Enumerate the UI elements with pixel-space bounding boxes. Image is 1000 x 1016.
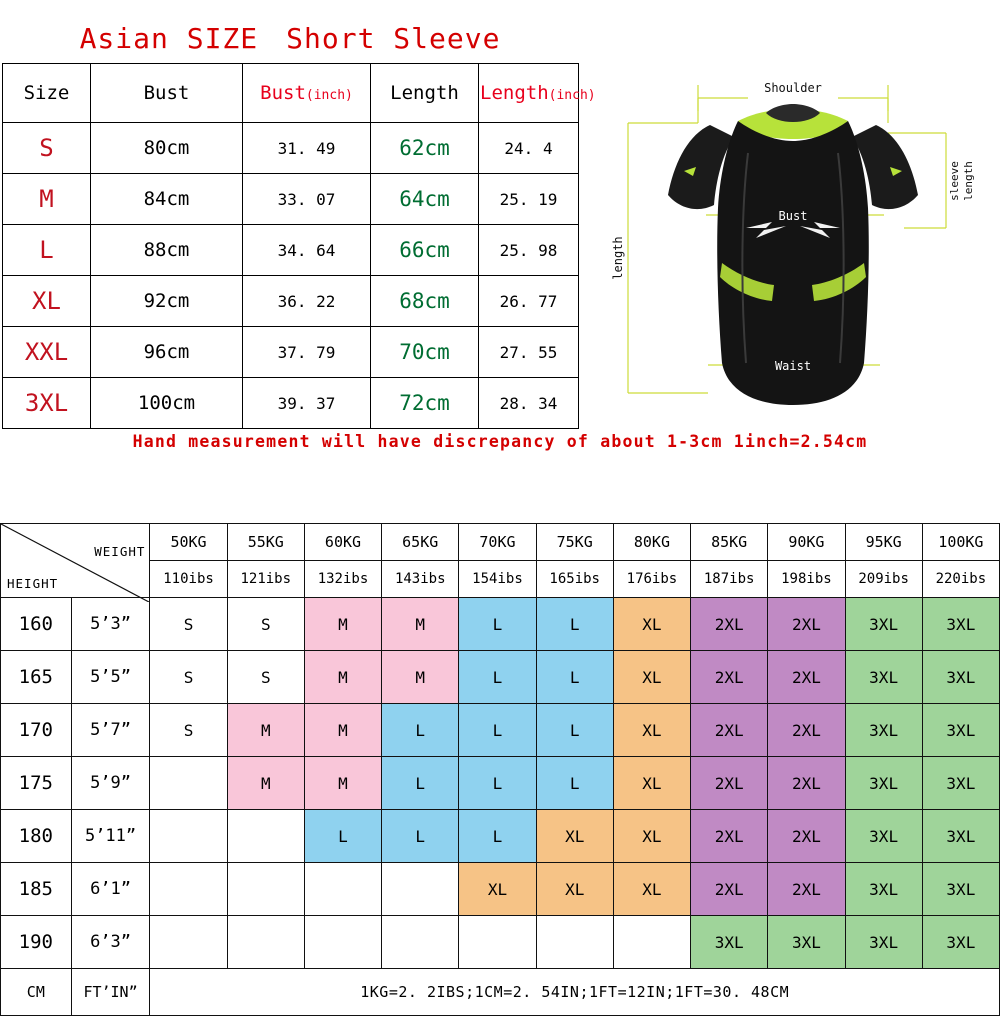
matrix-row — [1, 651, 1000, 704]
size-cell: XL — [613, 598, 690, 651]
size-cell: S — [227, 598, 304, 651]
size-cell: 2XL — [768, 810, 845, 863]
size-cell: M — [382, 598, 459, 651]
height-cm: 185 — [1, 863, 72, 916]
header-bust-inch-unit: (inch) — [305, 88, 353, 103]
size-cell: L — [382, 810, 459, 863]
size-cell: 3XL — [845, 651, 922, 704]
size-cell: L — [459, 651, 536, 704]
header-size: Size — [3, 64, 91, 123]
size-cell — [150, 810, 227, 863]
matrix-row — [1, 598, 1000, 651]
size-cell: 3XL — [922, 651, 999, 704]
height-weight-size-matrix — [0, 523, 1000, 1016]
size-cell — [382, 916, 459, 969]
cell-bust-inch: 31. 49 — [243, 123, 371, 174]
weight-lb-cell: 209ibs — [845, 561, 922, 598]
cell-length-inch: 24. 4 — [479, 123, 579, 174]
size-cell — [382, 863, 459, 916]
size-cell — [613, 916, 690, 969]
size-cell: XL — [613, 651, 690, 704]
header-bust-inch — [243, 64, 371, 123]
size-cell: XL — [536, 863, 613, 916]
cell-length-inch: 25. 98 — [479, 225, 579, 276]
size-cell: 2XL — [691, 757, 768, 810]
height-axis-label: HEIGHT — [7, 576, 59, 591]
title-asian-size: Asian SIZE — [79, 22, 259, 55]
table-row — [3, 225, 579, 276]
size-cell: 2XL — [691, 651, 768, 704]
header-length-inch-main: Length — [480, 82, 549, 104]
label-length: length — [611, 236, 625, 280]
weight-kg-cell: 95KG — [845, 524, 922, 561]
size-cell: 2XL — [768, 598, 845, 651]
weight-kg-cell: 55KG — [227, 524, 304, 561]
height-ftin: 5’9” — [71, 757, 150, 810]
label-shoulder: Shoulder — [764, 81, 822, 95]
weight-kg-row — [1, 524, 1000, 561]
size-cell — [227, 916, 304, 969]
cell-length-cm: 68cm — [371, 276, 479, 327]
height-ftin: 5’3” — [71, 598, 150, 651]
size-cell: M — [227, 704, 304, 757]
size-cell: L — [459, 810, 536, 863]
header-length-cm: Length — [371, 64, 479, 123]
weight-kg-cell: 70KG — [459, 524, 536, 561]
cell-bust-cm: 100cm — [91, 378, 243, 429]
height-cm: 190 — [1, 916, 72, 969]
matrix-row — [1, 916, 1000, 969]
label-sleeve: sleeve — [948, 161, 961, 201]
size-cell: 2XL — [691, 810, 768, 863]
size-cell — [150, 916, 227, 969]
asian-size-table — [2, 63, 596, 429]
size-cell: M — [227, 757, 304, 810]
cell-bust-inch: 36. 22 — [243, 276, 371, 327]
size-cell: 3XL — [691, 916, 768, 969]
table-row — [3, 276, 579, 327]
weight-kg-cell: 75KG — [536, 524, 613, 561]
height-ftin: 6’1” — [71, 863, 150, 916]
size-cell: L — [304, 810, 381, 863]
weight-kg-cell: 80KG — [613, 524, 690, 561]
size-cell: 3XL — [845, 863, 922, 916]
weight-lb-cell: 220ibs — [922, 561, 999, 598]
weight-kg-cell: 50KG — [150, 524, 227, 561]
size-cell: 2XL — [768, 863, 845, 916]
footer-ftin-label: FT’IN” — [71, 969, 150, 1016]
height-cm: 170 — [1, 704, 72, 757]
header-length-inch — [479, 64, 596, 123]
size-cell: 3XL — [922, 704, 999, 757]
header-length-inch-unit: (inch) — [548, 88, 596, 103]
height-cm: 175 — [1, 757, 72, 810]
size-cell: 3XL — [845, 757, 922, 810]
matrix-row — [1, 757, 1000, 810]
size-cell: S — [150, 651, 227, 704]
size-cell: 2XL — [768, 704, 845, 757]
header-bust-inch-main: Bust — [260, 82, 306, 104]
matrix-row — [1, 704, 1000, 757]
weight-lb-cell: 187ibs — [691, 561, 768, 598]
size-cell: M — [304, 598, 381, 651]
weight-lb-cell: 165ibs — [536, 561, 613, 598]
cell-size: S — [3, 123, 91, 174]
page-title — [0, 22, 580, 55]
unit-conversion-note: 1KG=2. 2IBS;1CM=2. 54IN;1FT=12IN;1FT=30. 48CM — [150, 969, 1000, 1016]
cell-bust-cm: 92cm — [91, 276, 243, 327]
size-cell: L — [536, 704, 613, 757]
weight-lb-cell: 121ibs — [227, 561, 304, 598]
size-cell: 3XL — [922, 810, 999, 863]
size-cell: L — [382, 757, 459, 810]
size-cell: 2XL — [691, 863, 768, 916]
size-cell: S — [227, 651, 304, 704]
height-ftin: 5’5” — [71, 651, 150, 704]
height-cm: 165 — [1, 651, 72, 704]
size-cell — [304, 916, 381, 969]
size-cell — [459, 916, 536, 969]
label-waist: Waist — [774, 359, 812, 373]
size-cell: 3XL — [768, 916, 845, 969]
cell-length-cm: 72cm — [371, 378, 479, 429]
size-cell: L — [459, 704, 536, 757]
size-cell: 2XL — [691, 704, 768, 757]
size-cell: 3XL — [922, 757, 999, 810]
size-cell: 3XL — [845, 704, 922, 757]
cell-length-inch: 28. 34 — [479, 378, 579, 429]
weight-lb-cell: 143ibs — [382, 561, 459, 598]
header-bust-cm: Bust — [91, 64, 243, 123]
weight-kg-cell: 90KG — [768, 524, 845, 561]
size-cell: M — [304, 704, 381, 757]
matrix-row — [1, 863, 1000, 916]
size-cell: M — [304, 757, 381, 810]
weight-kg-cell: 60KG — [304, 524, 381, 561]
footer-cm-label: CM — [1, 969, 72, 1016]
cell-bust-inch: 37. 79 — [243, 327, 371, 378]
matrix-footer-row — [1, 969, 1000, 1016]
cell-size: L — [3, 225, 91, 276]
size-cell: XL — [536, 810, 613, 863]
cell-bust-inch: 34. 64 — [243, 225, 371, 276]
size-cell: 2XL — [691, 598, 768, 651]
size-cell: 3XL — [845, 810, 922, 863]
cell-length-cm: 62cm — [371, 123, 479, 174]
measurement-note: Hand measurement will have discrepancy of about 1-3cm 1inch=2.54cm — [132, 432, 868, 451]
size-cell: XL — [613, 704, 690, 757]
size-cell: L — [382, 704, 459, 757]
matrix-corner — [1, 524, 150, 598]
size-cell: 3XL — [922, 863, 999, 916]
weight-lb-cell: 110ibs — [150, 561, 227, 598]
size-cell: XL — [613, 810, 690, 863]
size-cell: S — [150, 598, 227, 651]
cell-length-cm: 70cm — [371, 327, 479, 378]
cell-length-cm: 66cm — [371, 225, 479, 276]
cell-bust-cm: 84cm — [91, 174, 243, 225]
cell-size: XXL — [3, 327, 91, 378]
shirt-illustration — [588, 63, 1000, 423]
table-row — [3, 378, 579, 429]
cell-length-inch: 26. 77 — [479, 276, 579, 327]
weight-lb-row — [1, 561, 1000, 598]
size-cell: 3XL — [922, 916, 999, 969]
size-cell: L — [536, 598, 613, 651]
size-cell: 3XL — [922, 598, 999, 651]
size-cell — [536, 916, 613, 969]
size-cell: 2XL — [768, 651, 845, 704]
size-cell: L — [459, 757, 536, 810]
table-row — [3, 123, 579, 174]
weight-lb-cell: 154ibs — [459, 561, 536, 598]
size-cell: 3XL — [845, 598, 922, 651]
cell-bust-cm: 96cm — [91, 327, 243, 378]
weight-lb-cell: 198ibs — [768, 561, 845, 598]
cell-bust-inch: 33. 07 — [243, 174, 371, 225]
table-row — [3, 327, 579, 378]
cell-size: XL — [3, 276, 91, 327]
size-cell — [227, 810, 304, 863]
height-ftin: 5’7” — [71, 704, 150, 757]
size-cell: S — [150, 704, 227, 757]
cell-bust-cm: 80cm — [91, 123, 243, 174]
cell-length-inch: 27. 55 — [479, 327, 579, 378]
size-cell: XL — [459, 863, 536, 916]
weight-kg-cell: 85KG — [691, 524, 768, 561]
height-cm: 180 — [1, 810, 72, 863]
size-cell: 2XL — [768, 757, 845, 810]
size-cell — [150, 757, 227, 810]
weight-lb-cell: 132ibs — [304, 561, 381, 598]
size-cell: L — [536, 651, 613, 704]
size-cell — [227, 863, 304, 916]
size-cell: 3XL — [845, 916, 922, 969]
cell-length-inch: 25. 19 — [479, 174, 579, 225]
size-cell: M — [382, 651, 459, 704]
size-cell — [304, 863, 381, 916]
size-cell: M — [304, 651, 381, 704]
size-cell — [150, 863, 227, 916]
matrix-row — [1, 810, 1000, 863]
size-cell: XL — [613, 863, 690, 916]
height-ftin: 5’11” — [71, 810, 150, 863]
weight-kg-cell: 100KG — [922, 524, 999, 561]
weight-kg-cell: 65KG — [382, 524, 459, 561]
height-ftin: 6’3” — [71, 916, 150, 969]
height-cm: 160 — [1, 598, 72, 651]
label-sleeve-length: length — [962, 161, 975, 201]
size-cell: L — [536, 757, 613, 810]
cell-bust-cm: 88cm — [91, 225, 243, 276]
cell-bust-inch: 39. 37 — [243, 378, 371, 429]
weight-axis-label: WEIGHT — [94, 544, 146, 559]
cell-size: M — [3, 174, 91, 225]
title-short-sleeve: Short Sleeve — [286, 22, 501, 55]
size-cell: XL — [613, 757, 690, 810]
size-cell: L — [459, 598, 536, 651]
label-bust: Bust — [778, 209, 808, 223]
cell-length-cm: 64cm — [371, 174, 479, 225]
size-table-header-row — [3, 64, 579, 123]
weight-lb-cell: 176ibs — [613, 561, 690, 598]
table-row — [3, 174, 579, 225]
cell-size: 3XL — [3, 378, 91, 429]
